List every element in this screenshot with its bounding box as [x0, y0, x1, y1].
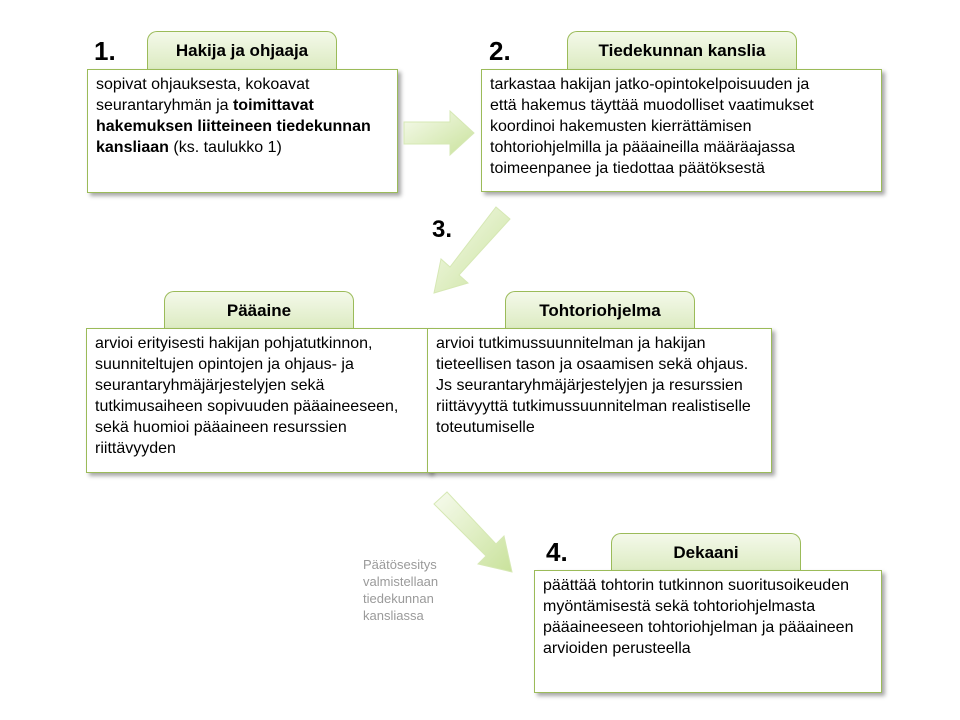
step-2-title: Tiedekunnan kanslia — [567, 31, 797, 69]
step-1-text-bold: toimittavat hakemuksen liitteineen tiedekunnan kansliaan — [96, 97, 371, 156]
step-1-title: Hakija ja ohjaaja — [147, 31, 337, 69]
decision-note — [363, 556, 438, 624]
step-2-line-5: toimeenpanee ja tiedottaa päätöksestä — [490, 160, 765, 177]
arrow-down-right — [430, 488, 525, 578]
pääaine-title: Pääaine — [164, 291, 354, 329]
arrow-down-left — [430, 203, 510, 298]
tohtoriohjelma-title: Tohtoriohjelma — [505, 291, 695, 329]
step-1-text-c: (ks. taulukko 1) — [168, 139, 282, 156]
step-4-box: päättää tohtorin tutkinnon suoritusoikeuden myöntämisestä sekä tohtoriohjelmasta pääaineeseen tohtoriohjelman ja pääaineen arvioiden perusteella — [534, 570, 882, 693]
step-2-line-4: tohtoriohjelmilla ja pääaineilla määräajassa — [490, 139, 796, 156]
step-2-box — [481, 69, 882, 192]
step-2-line-3: koordinoi hakemusten kierrättämisen — [490, 118, 752, 135]
step-4-number: 4. — [546, 537, 568, 567]
step-1-number: 1. — [94, 36, 116, 66]
step-2-line-1: tarkastaa hakijan jatko-opintokelpoisuuden ja — [490, 76, 810, 93]
note-line-1: Päätösesitys — [363, 557, 437, 572]
step-3-number: 3. — [432, 216, 453, 243]
note-line-4: kansliassa — [363, 608, 424, 623]
tohtoriohjelma-box: arvioi tutkimussuunnitelman ja hakijan tieteellisen tason ja osaamisen sekä ohjaus. Js seurantaryhmäjärjestelyjen ja resurssien riittävyyttä tutkimussuunnitelman realistiselle toteutumiselle — [427, 328, 772, 473]
note-line-2: valmistellaan — [363, 574, 439, 589]
step-2-line-2: että hakemus täyttää muodolliset vaatimukset — [490, 97, 814, 114]
pääaine-box: arvioi erityisesti hakijan pohjatutkinnon, suunniteltujen opintojen ja ohjaus- ja seurantaryhmäjärjestelyjen sekä tutkimusaiheen sopivuuden pääaineeseen, sekä huomioi pääaineen resurssien riittävyyden — [86, 328, 431, 473]
step-4-title: Dekaani — [611, 533, 801, 571]
step-2-number: 2. — [489, 36, 511, 66]
step-1-box — [87, 69, 398, 193]
step-1-text-a: sopivat ohjauksesta, kokoavat seurantaryhmän ja — [96, 76, 310, 114]
arrow-right — [400, 108, 480, 158]
note-line-3: tiedekunnan — [363, 591, 434, 606]
